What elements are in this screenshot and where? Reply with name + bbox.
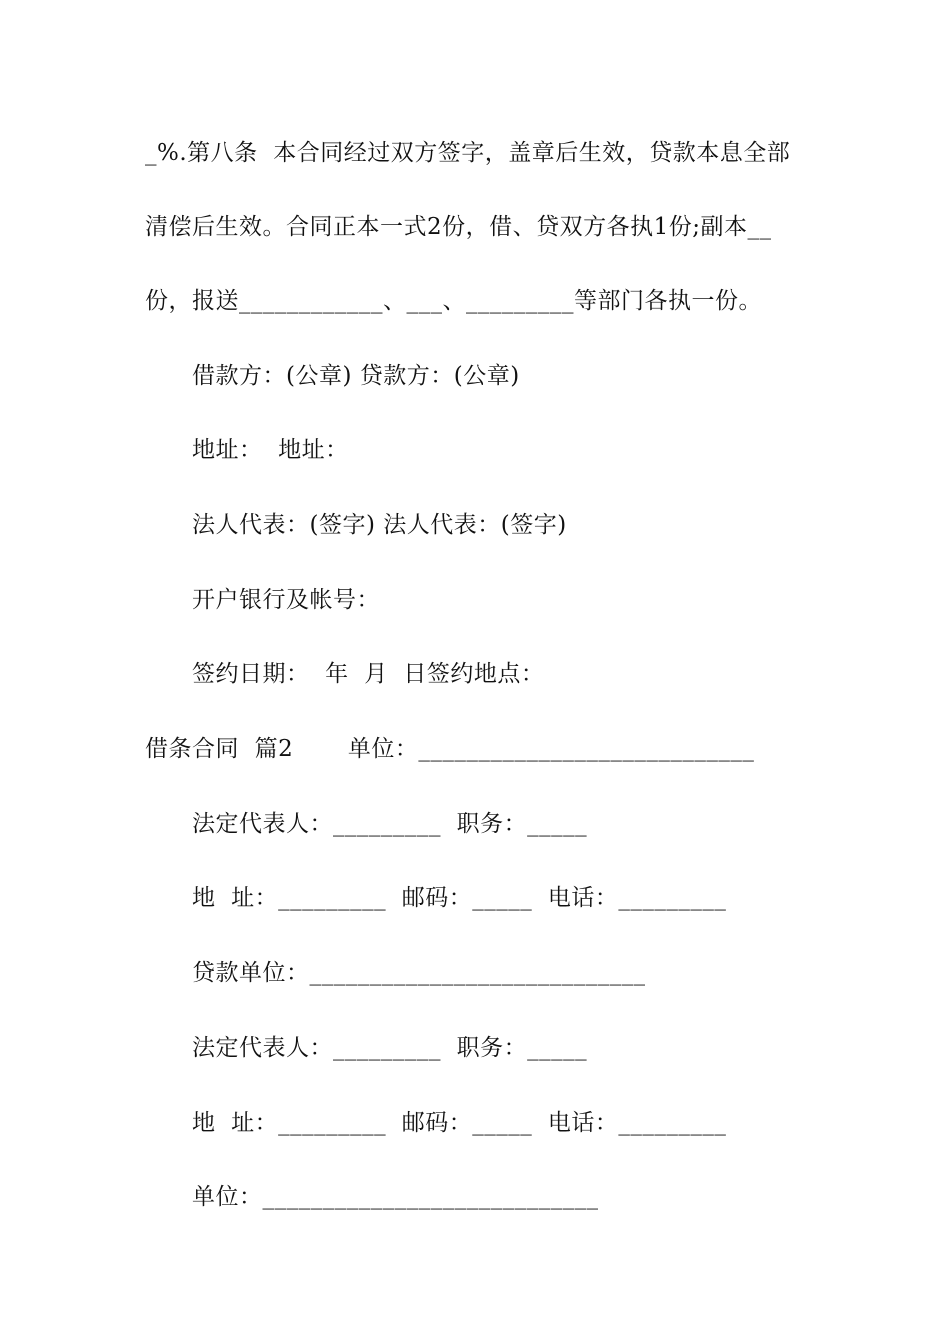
section-2-heading: 借条合同 篇2 单位：____________________________ (145, 736, 755, 762)
article-8-line-2: 清偿后生效。合同正本一式2份，借、贷双方各执1份;副本__ (145, 214, 772, 240)
borrower-legal-rep-line: 法定代表人：_________ 职务：_____ (192, 811, 588, 837)
legal-rep-signature-line: 法人代表：(签字) 法人代表：(签字) (192, 512, 567, 538)
lender-legal-rep-line: 法定代表人：_________ 职务：_____ (192, 1035, 588, 1061)
address-line: 地址： 地址： (192, 437, 349, 463)
seal-line: 借款方：(公章) 贷款方：(公章) (192, 363, 520, 389)
article-8-line-1: _%.第八条 本合同经过双方签字，盖章后生效，贷款本息全部 (145, 140, 791, 166)
guarantor-unit-line: 单位：____________________________ (192, 1184, 599, 1210)
lender-unit-line: 贷款单位：____________________________ (192, 960, 646, 986)
bank-account-line: 开户银行及帐号： (192, 587, 380, 613)
article-8-line-3: 份，报送____________、___、_________等部门各执一份。 (145, 288, 762, 314)
signing-date-line: 签约日期： 年 月 日签约地点： (192, 661, 545, 687)
lender-address-line: 地 址：_________ 邮码：_____ 电话：_________ (192, 1110, 727, 1136)
borrower-address-line: 地 址：_________ 邮码：_____ 电话：_________ (192, 885, 727, 911)
